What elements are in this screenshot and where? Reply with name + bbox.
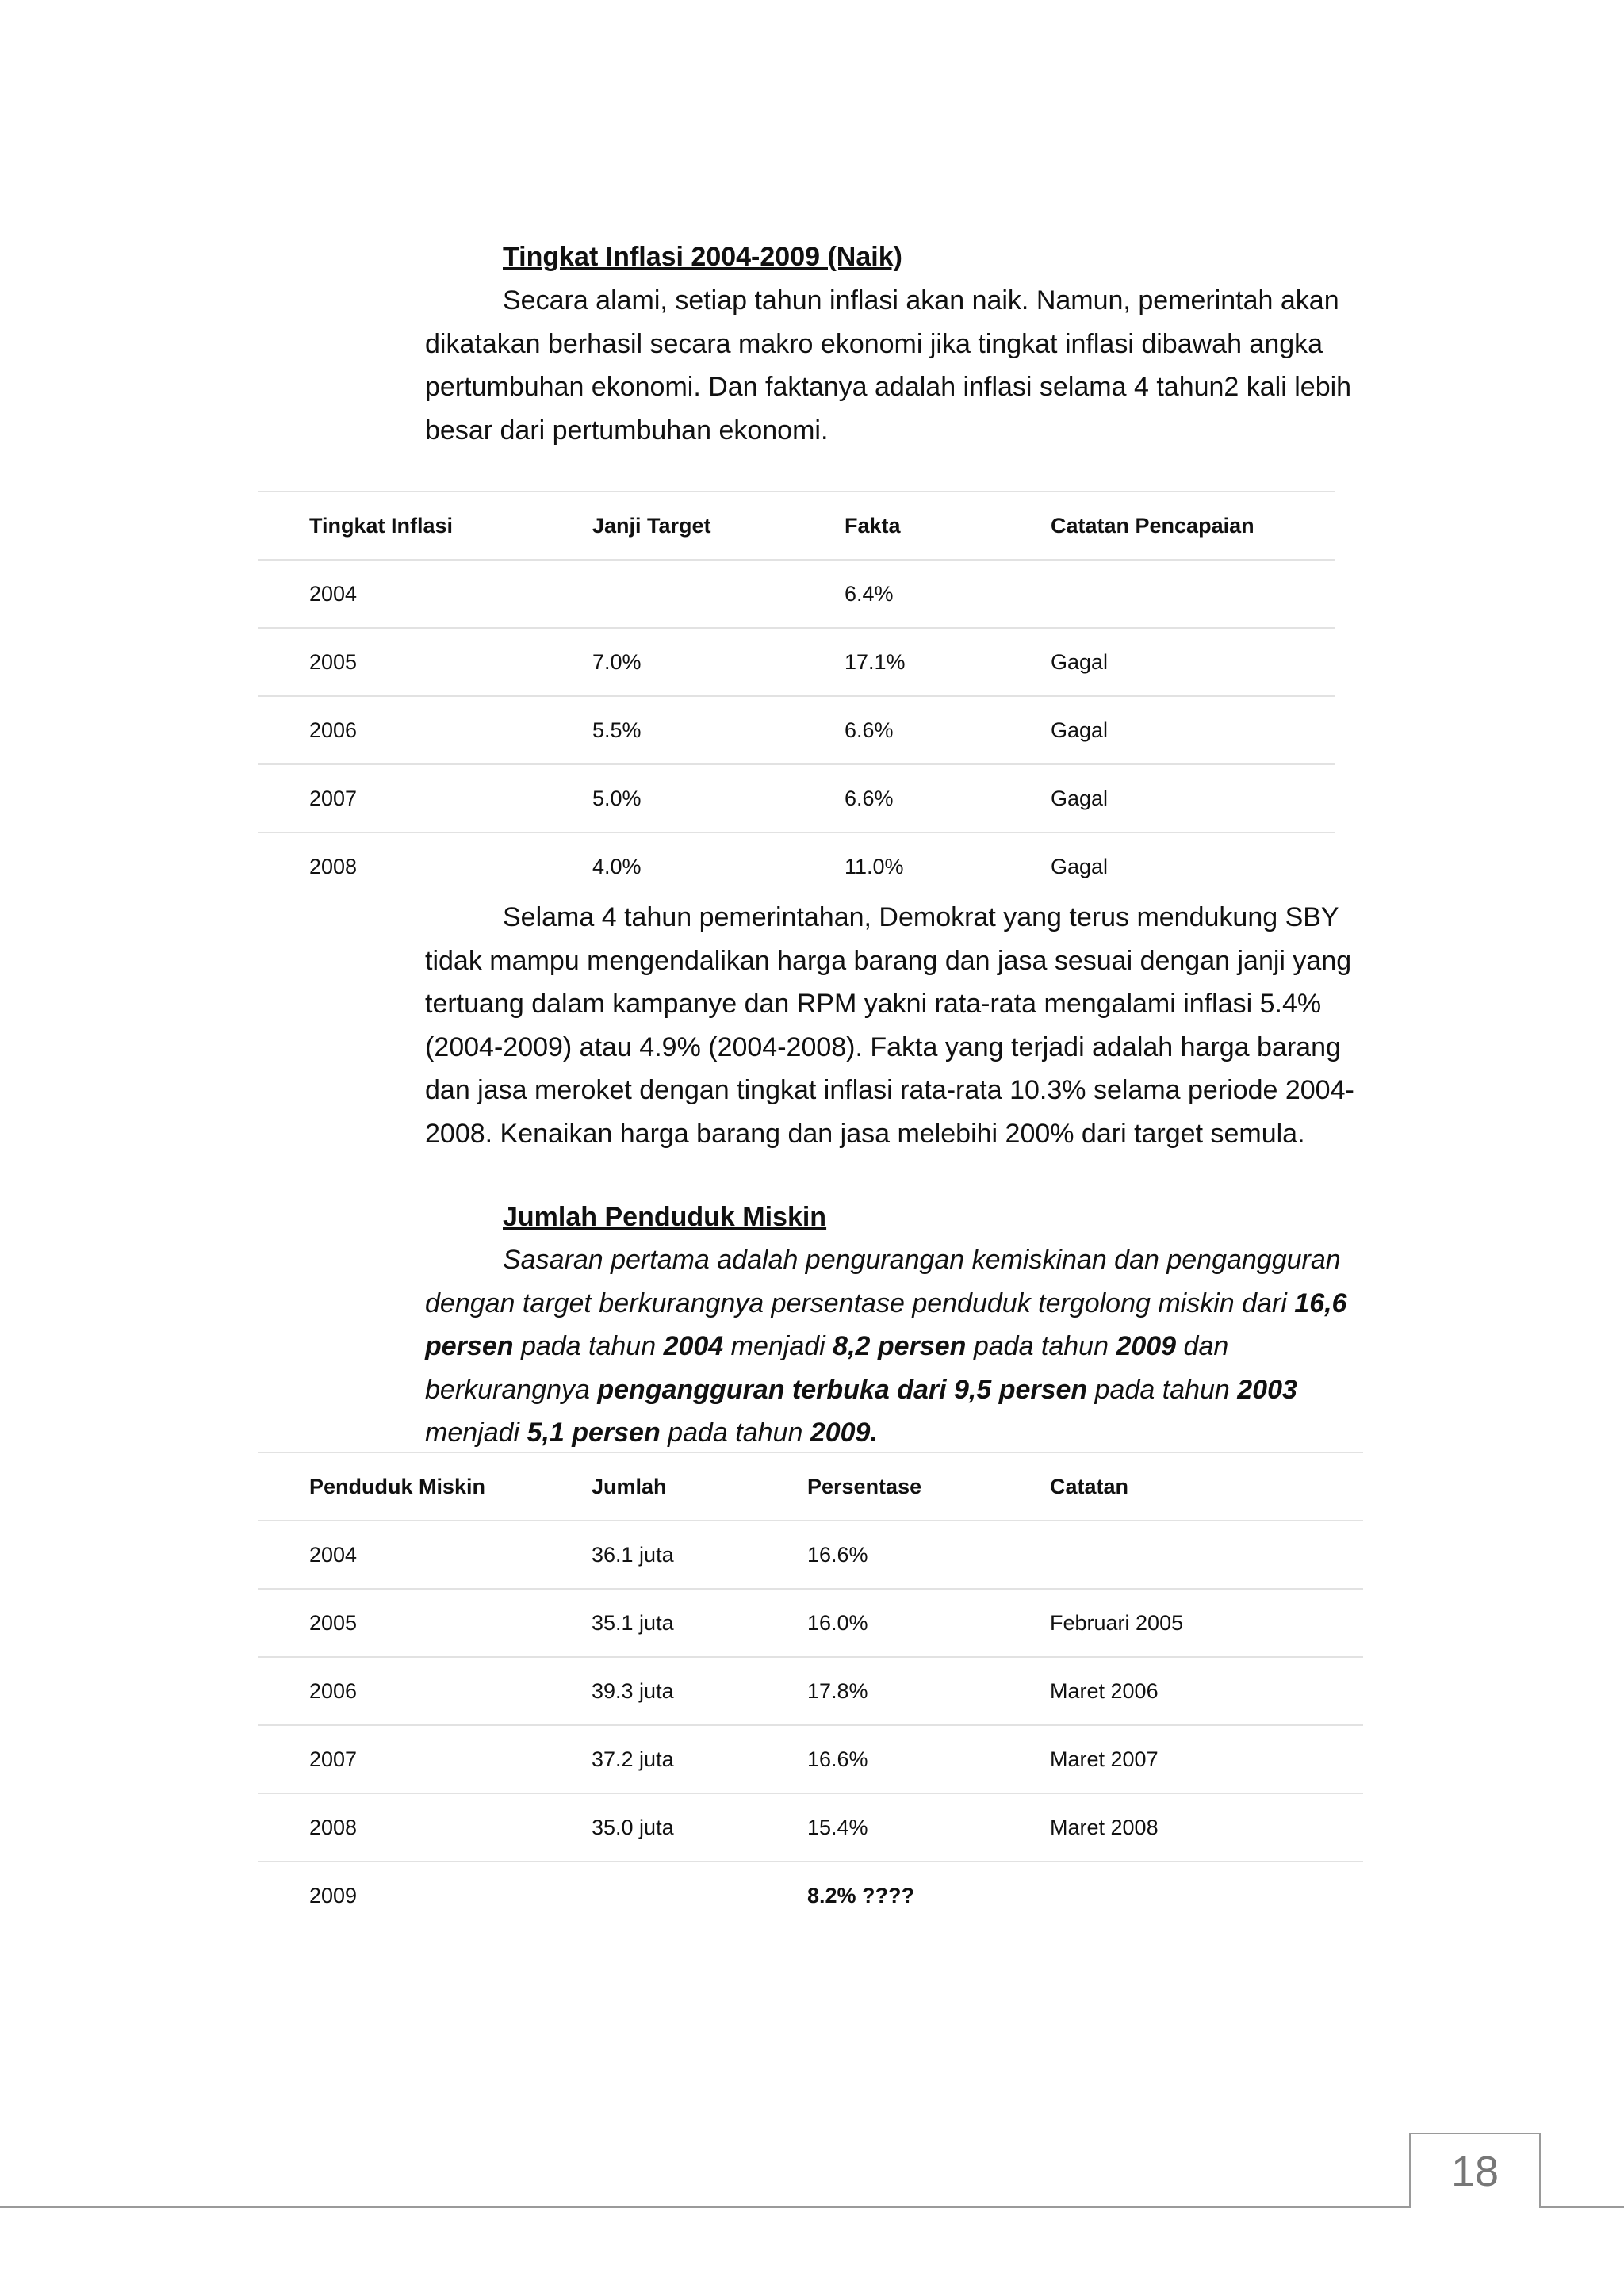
table-cell: 2007 — [258, 1725, 592, 1793]
table-cell: 2008 — [258, 832, 592, 900]
table-cell — [592, 1862, 807, 1929]
table-cell: 17.1% — [845, 628, 1051, 696]
table-row — [258, 832, 1335, 900]
table-row — [258, 1793, 1363, 1862]
text-span: pada tahun — [660, 1418, 810, 1448]
text-span: menjadi — [425, 1418, 527, 1448]
table-row — [258, 1862, 1363, 1929]
bold-span: 2009 — [1116, 1331, 1177, 1361]
table-cell: 5.5% — [592, 696, 845, 764]
table-cell: 2005 — [258, 628, 592, 696]
table-cell: 2006 — [258, 1657, 592, 1725]
table-cell: 2007 — [258, 764, 592, 832]
text-span: dan berkurangnya — [425, 1331, 1229, 1405]
table-cell: Februari 2005 — [1050, 1589, 1363, 1657]
header-cell: Fakta — [845, 492, 1051, 560]
table-cell: Maret 2008 — [1050, 1793, 1363, 1862]
page-number: 18 — [1409, 2133, 1541, 2208]
table-row — [258, 1725, 1363, 1793]
paragraph-inflation-intro: Secara alami, setiap tahun inflasi akan naik. Namun, pemerintah akan dikatakan berhasil secara makro ekonomi jika tingkat inflasi dibawah angka pertumbuhan ekonomi. Dan faktanya adalah inflasi selama 4 tahun2 kali lebih besar dari pertumbuhan ekonomi. — [425, 285, 1352, 446]
table-cell: 6.6% — [845, 764, 1051, 832]
table-cell: 35.0 juta — [592, 1793, 807, 1862]
paragraph-poverty-target — [425, 1238, 1381, 1455]
table-cell: 2009 — [258, 1862, 592, 1929]
header-cell: Penduduk Miskin — [258, 1452, 592, 1521]
table-cell: Maret 2006 — [1050, 1657, 1363, 1725]
header-cell: Catatan Pencapaian — [1051, 492, 1335, 560]
text-span: pada tahun — [966, 1331, 1116, 1361]
table-row — [258, 696, 1335, 764]
heading-poverty: Jumlah Penduduk Miskin — [503, 1202, 827, 1232]
bold-span: 2009. — [810, 1418, 878, 1448]
table-cell: 16.6% — [807, 1725, 1050, 1793]
table-cell: 6.4% — [845, 560, 1051, 628]
table-cell: 2004 — [258, 1521, 592, 1589]
table-row — [258, 560, 1335, 628]
header-cell: Tingkat Inflasi — [258, 492, 592, 560]
table-cell: 16.6% — [807, 1521, 1050, 1589]
table-cell: 2006 — [258, 696, 592, 764]
table-cell: Gagal — [1051, 764, 1335, 832]
table-cell: 39.3 juta — [592, 1657, 807, 1725]
bold-span: pengangguran terbuka dari 9,5 persen — [597, 1374, 1088, 1405]
table-cell: 35.1 juta — [592, 1589, 807, 1657]
table-cell: 15.4% — [807, 1793, 1050, 1862]
table-row — [258, 1657, 1363, 1725]
table-cell: Maret 2007 — [1050, 1725, 1363, 1793]
table-row — [258, 1589, 1363, 1657]
table-cell — [1051, 560, 1335, 628]
table-cell: Gagal — [1051, 832, 1335, 900]
table-cell: 7.0% — [592, 628, 845, 696]
table-cell: 37.2 juta — [592, 1725, 807, 1793]
table-row — [258, 628, 1335, 696]
bold-span: 2004 — [663, 1331, 724, 1361]
table-cell: 5.0% — [592, 764, 845, 832]
table-cell: 4.0% — [592, 832, 845, 900]
table-cell: 17.8% — [807, 1657, 1050, 1725]
footer-rule — [0, 2206, 1624, 2208]
bold-span: 16,6 persen — [425, 1288, 1347, 1361]
table-cell: 6.6% — [845, 696, 1051, 764]
table-cell: 36.1 juta — [592, 1521, 807, 1589]
poverty-table — [258, 1452, 1363, 1929]
table-cell — [1050, 1862, 1363, 1929]
table-cell: 2008 — [258, 1793, 592, 1862]
table-cell: Gagal — [1051, 628, 1335, 696]
table-cell: 11.0% — [845, 832, 1051, 900]
text-span: pada tahun — [1087, 1374, 1238, 1405]
table-cell: Gagal — [1051, 696, 1335, 764]
table-cell — [1050, 1521, 1363, 1589]
table-cell: 16.0% — [807, 1589, 1050, 1657]
header-cell: Catatan — [1050, 1452, 1363, 1521]
table-row — [258, 764, 1335, 832]
table-row — [258, 1521, 1363, 1589]
table-cell: 2004 — [258, 560, 592, 628]
header-cell: Janji Target — [592, 492, 845, 560]
text-span: Sasaran pertama adalah pengurangan kemiskinan dan pengangguran dengan target berkurangnya persentase penduduk tergolong miskin dari — [425, 1245, 1341, 1318]
bold-span: 5,1 persen — [527, 1418, 661, 1448]
table-header-row — [258, 492, 1335, 560]
header-cell: Jumlah — [592, 1452, 807, 1521]
bold-span: 2003 — [1237, 1374, 1297, 1405]
text-span: menjadi — [723, 1331, 833, 1361]
table-header-row — [258, 1452, 1363, 1521]
table-cell: 8.2% ???? — [807, 1862, 1050, 1929]
inflation-table — [258, 491, 1335, 900]
heading-inflation: Tingkat Inflasi 2004-2009 (Naik) — [503, 242, 902, 272]
table-cell: 2005 — [258, 1589, 592, 1657]
bold-span: 8,2 persen — [833, 1331, 967, 1361]
text-span: pada tahun — [513, 1331, 664, 1361]
table-cell — [592, 560, 845, 628]
header-cell: Persentase — [807, 1452, 1050, 1521]
paragraph-inflation-analysis: Selama 4 tahun pemerintahan, Demokrat yang terus mendukung SBY tidak mampu mengendalikan harga barang dan jasa sesuai dengan janji yang tertuang dalam kampanye dan RPM yakni rata-rata mengalami inflasi 5.4% (2004-2009) atau 4.9% (2004-2008). Fakta yang terjadi adalah harga barang dan jasa meroket dengan tingkat inflasi rata-rata 10.3% selama periode 2004-2008. Kenaikan harga barang dan jasa melebihi 200% dari target semula. — [425, 902, 1354, 1149]
